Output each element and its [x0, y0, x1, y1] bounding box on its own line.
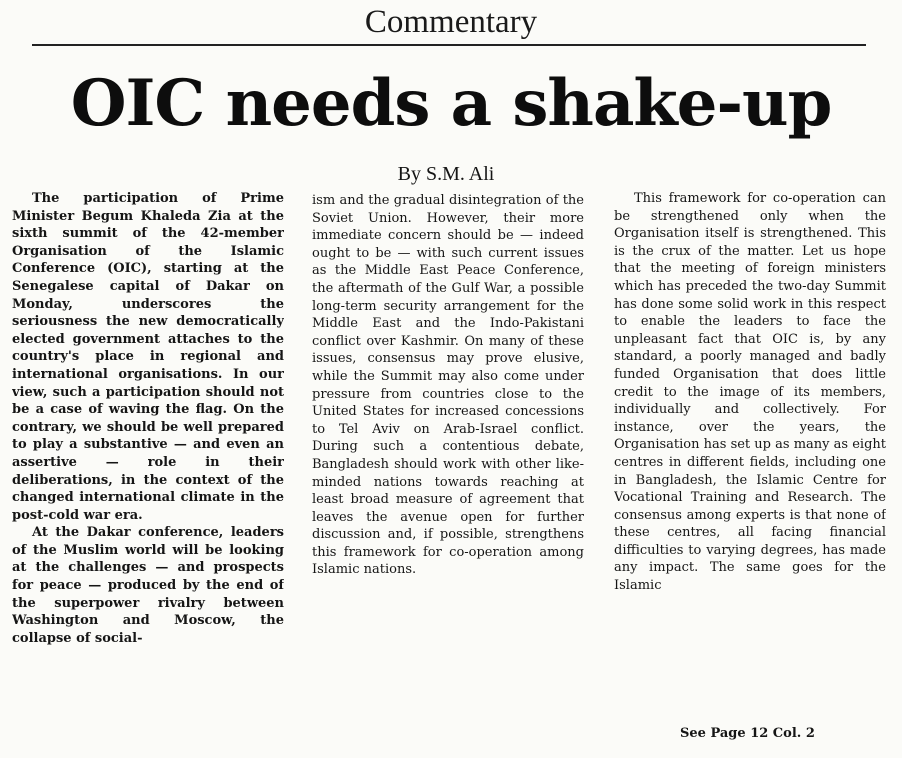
section-rule — [32, 44, 866, 46]
article-column-2 — [312, 192, 584, 748]
paragraph: This framework for co-operation can be strengthened only when the Organisation itself is strengthened. This is the crux of the matter. Let us hope that the meeting of foreign ministers which has preceded the two-day Summit has done some solid work in this respect to enable the leaders to face the unpleasant fact that OIC is, by any standard, a poorly managed and badly funded Organisation that does little credit to the image of its members, individually and collectively. For instance, over the years, the Organisation has set up as many as eight centres in different fields, including one in Bangladesh, the Islamic Centre for Vocational Training and Research. The consensus among experts is that none of these centres, all facing financial difficulties to varying degrees, has made any impact. The same goes for the Islamic — [614, 191, 886, 594]
article-column-1 — [12, 190, 284, 746]
article-column-3 — [614, 190, 886, 746]
paragraph: The participation of Prime Minister Begum Khaleda Zia at the sixth summit of the 42-member Organisation of the Islamic Conference (OIC), starting at the Senegalese capital of Dakar on Monday, underscores the seriousness the new democratically elected government attaches to the country's place in regional and international organisations. In our view, such a participation should not be a case of waving the flag. On the contrary, we should be well prepared to play a substantive — and even an assertive — role in their deliberations, in the context of the changed international climate in the post-cold war era. — [12, 191, 284, 523]
jump-line: See Page 12 Col. 2 — [680, 726, 815, 741]
paragraph: At the Dakar conference, leaders of the Muslim world will be looking at the challenges — and prospects for peace — produced by the end of the superpower rivalry between Washington and Moscow, the collapse of social- — [12, 525, 284, 646]
headline: OIC needs a shake-up — [70, 66, 832, 141]
paragraph: ism and the gradual disintegration of the Soviet Union. However, their more immediate concern should be — indeed ought to be — with such current issues as the Middle East Peace Conference, the aftermath of the Gulf War, a possible long-term security arrangement for the Middle East and the Indo-Pakistani conflict over Kashmir. On many of these issues, consensus may prove elusive, while the Summit may also come under pressure from countries close to the United States for increased concessions to Tel Aviv on Arab-Israel conflict. During such a contentious debate, Bangladesh should work with other like-minded nations towards reaching at least broad measure of agreement that leaves the avenue open for further discussion and, if possible, strengthens this framework for co-operation among Islamic nations. — [312, 193, 584, 578]
byline: By S.M. Ali — [397, 163, 495, 185]
section-title: Commentary — [364, 4, 538, 40]
